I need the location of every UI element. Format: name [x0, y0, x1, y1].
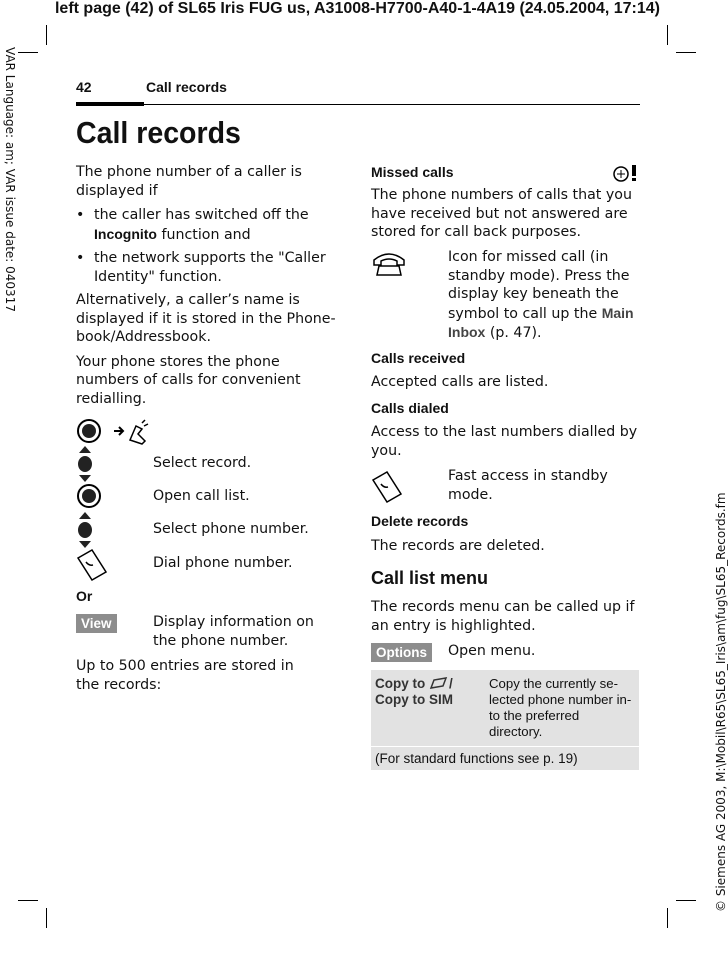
step-text: Dial phone number. [153, 555, 293, 571]
intro-text: The phone number of a caller is displayed if [76, 164, 302, 199]
options-description: Open menu. [448, 643, 536, 659]
list-item: • the network supports the "Caller Identity" function. [76, 250, 326, 285]
page-title: Call records [76, 115, 241, 150]
missed-calls-heading: Missed calls [371, 164, 454, 180]
nav-center-key-icon [76, 418, 166, 444]
right-margin-note: © Siemens AG 2003, M:\Mobil\R65\SL65_Iris\am\fug\SL65_Records.fm [714, 492, 728, 912]
left-margin-note: VAR Language: am; VAR issue date: 040317 [3, 47, 17, 312]
table-row-label: Copy to / Copy to SIM [375, 676, 453, 707]
crop-mark [667, 908, 668, 928]
table-footnote: (For standard functions see p. 19) [371, 747, 639, 770]
left-column [76, 163, 341, 414]
missed-icon-text: Icon for missed call (in standby mode). Press the display key beneath the symbol to call up the Main Inbox (p. 47). [448, 249, 634, 341]
crop-mark [18, 900, 38, 901]
list-item: • the caller has switched off the Incognito function and [76, 207, 309, 243]
table-row-description: Copy the currently se-lected phone number in-to the preferred directory. [489, 676, 632, 739]
calls-dialed-text: Access to the last numbers dialled by you. [371, 424, 638, 459]
incognito-term: Incognito [94, 225, 157, 242]
page-number: 42 [76, 79, 92, 95]
step-text: Open call list. [153, 488, 250, 504]
menu-key-sequence [76, 418, 166, 448]
delete-records-heading: Delete records [371, 513, 469, 529]
call-list-menu-text: The records menu can be called up if an entry is highlighted. [371, 599, 635, 634]
fast-access-text: Fast access in standby mode. [448, 468, 608, 503]
calls-dialed-heading: Calls dialed [371, 400, 449, 416]
print-header: left page (42) of SL65 Iris FUG us, A31008-H7700-A40-1-4A19 (24.05.2004, 17:14) [54, 0, 660, 17]
view-description: Display information on the phone number. [153, 614, 314, 649]
entries-note: Up to 500 entries are stored in the records: [76, 658, 294, 693]
calls-received-text: Accepted calls are listed. [371, 374, 549, 390]
crop-mark [667, 25, 668, 45]
stores-text: Your phone stores the phone numbers of calls for convenient redialling. [76, 353, 301, 407]
menu-table [371, 670, 639, 770]
nav-updown-icon [76, 511, 94, 553]
crop-mark [46, 908, 47, 928]
calls-received-heading: Calls received [371, 350, 466, 366]
alt-text: Alternatively, a caller’s name is displayed if it is stored in the Phone-book/Addressbook. [76, 292, 336, 345]
nav-center-key-icon [76, 483, 102, 513]
crop-mark [676, 900, 696, 901]
missed-calls-status-icon [612, 163, 640, 187]
or-label: Or [76, 588, 93, 604]
crop-mark [676, 52, 696, 53]
crop-mark [18, 52, 38, 53]
call-key-icon [371, 470, 403, 506]
view-softkey[interactable]: View [76, 613, 117, 633]
header-rule-accent [76, 102, 144, 106]
header-rule [76, 104, 640, 105]
step-text: Select phone number. [153, 521, 309, 537]
call-key-icon [76, 548, 108, 584]
pencil-icon [429, 676, 449, 690]
missed-calls-text: The phone numbers of calls that you have received but not answered are stored for call back purposes. [371, 187, 632, 240]
missed-call-icon [371, 248, 407, 282]
nav-updown-icon [76, 445, 94, 487]
main-inbox-term: Main Inbox [448, 304, 634, 340]
running-head: Call records [146, 79, 227, 95]
crop-mark [46, 25, 47, 45]
step-text: Select record. [153, 455, 252, 471]
options-softkey[interactable]: Options [371, 642, 432, 662]
call-list-menu-heading: Call list menu [371, 568, 489, 588]
table-row [371, 670, 639, 747]
delete-records-text: The records are deleted. [371, 538, 545, 554]
